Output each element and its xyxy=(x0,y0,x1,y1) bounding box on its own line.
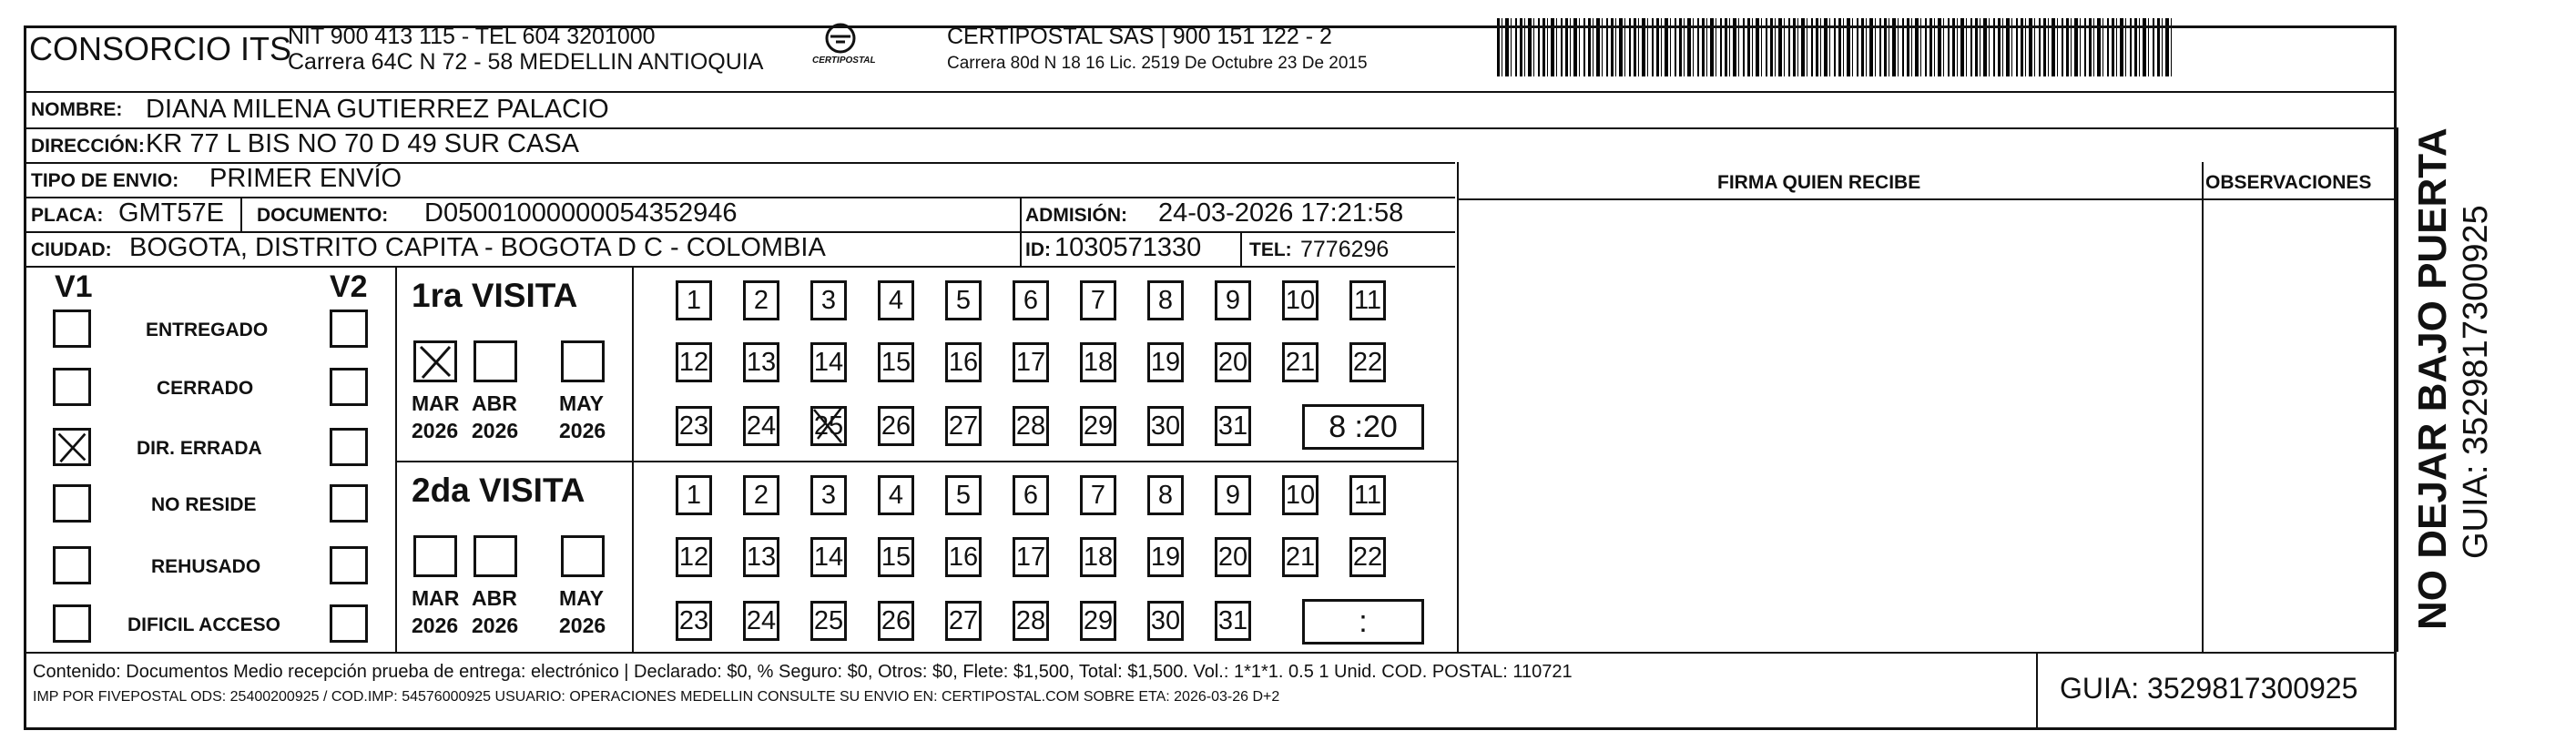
day-checkbox[interactable]: 25 xyxy=(810,601,847,641)
day-checkbox[interactable]: 13 xyxy=(743,342,779,382)
status-v2-checkbox[interactable] xyxy=(330,604,368,643)
day-checkbox[interactable]: 8 xyxy=(1147,280,1184,320)
day-checkbox[interactable]: 19 xyxy=(1147,342,1184,382)
observaciones-header: OBSERVACIONES xyxy=(2205,172,2372,193)
id-label: ID: xyxy=(1025,239,1051,260)
day-checkbox[interactable]: 21 xyxy=(1282,537,1319,577)
day-checkbox[interactable]: 14 xyxy=(810,342,847,382)
status-v1-checkbox[interactable] xyxy=(53,428,91,466)
tel-value: 7776296 xyxy=(1300,237,1390,262)
day-checkbox[interactable]: 12 xyxy=(676,537,712,577)
status-label: DIR. ERRADA xyxy=(137,438,262,459)
admision-label: ADMISIÓN: xyxy=(1025,205,1127,226)
day-checkbox[interactable]: 16 xyxy=(945,537,982,577)
no-dejar-warning: NO DEJAR BAJO PUERTA xyxy=(2410,127,2455,630)
day-checkbox[interactable]: 14 xyxy=(810,537,847,577)
day-checkbox[interactable]: 10 xyxy=(1282,475,1319,515)
day-checkbox[interactable]: 5 xyxy=(945,475,982,515)
day-checkbox[interactable]: 13 xyxy=(743,537,779,577)
documento-value: D05001000000054352946 xyxy=(424,198,738,228)
day-checkbox[interactable]: 20 xyxy=(1215,537,1251,577)
day-checkbox[interactable]: 1 xyxy=(676,280,712,320)
v2-label: V2 xyxy=(330,269,368,304)
company-name: CONSORCIO ITS xyxy=(29,30,292,67)
day-checkbox[interactable]: 5 xyxy=(945,280,982,320)
placa-label: PLACA: xyxy=(31,205,104,226)
month-checkbox[interactable] xyxy=(473,340,517,382)
day-checkbox[interactable]: 22 xyxy=(1349,537,1386,577)
month-checkbox[interactable] xyxy=(561,340,605,382)
status-v1-checkbox[interactable] xyxy=(53,484,91,523)
id-value: 1030571330 xyxy=(1054,233,1202,262)
year-label: 2026 xyxy=(559,419,606,442)
day-checkbox[interactable]: 12 xyxy=(676,342,712,382)
day-checkbox[interactable]: 27 xyxy=(945,406,982,446)
status-label: NO RESIDE xyxy=(151,494,257,515)
month-checkbox[interactable] xyxy=(561,535,605,577)
day-checkbox[interactable]: 26 xyxy=(878,601,914,641)
day-checkbox[interactable]: 6 xyxy=(1013,475,1049,515)
year-label: 2026 xyxy=(559,614,606,637)
status-v2-checkbox[interactable] xyxy=(330,428,368,466)
day-checkbox[interactable]: 9 xyxy=(1215,280,1251,320)
day-checkbox[interactable]: 1 xyxy=(676,475,712,515)
status-v1-checkbox[interactable] xyxy=(53,368,91,406)
month-checkbox[interactable] xyxy=(473,535,517,577)
nombre-value: DIANA MILENA GUTIERREZ PALACIO xyxy=(146,95,609,124)
day-checkbox[interactable]: 24 xyxy=(743,406,779,446)
day-checkbox[interactable]: 3 xyxy=(810,280,847,320)
month-checkbox[interactable] xyxy=(413,535,457,577)
logo-text: CERTIPOSTAL xyxy=(812,56,876,66)
day-checkbox[interactable]: 9 xyxy=(1215,475,1251,515)
guia-footer: GUIA: 3529817300925 xyxy=(2060,672,2358,705)
placa-value: GMT57E xyxy=(118,198,225,228)
side-guia: GUIA: 3529817300925 xyxy=(2457,205,2495,559)
day-checkbox[interactable]: 30 xyxy=(1147,601,1184,641)
day-checkbox[interactable]: 20 xyxy=(1215,342,1251,382)
status-v1-checkbox[interactable] xyxy=(53,546,91,584)
day-checkbox[interactable]: 16 xyxy=(945,342,982,382)
day-checkbox[interactable]: 24 xyxy=(743,601,779,641)
day-checkbox[interactable]: 10 xyxy=(1282,280,1319,320)
tipo-envio-value: PRIMER ENVÍO xyxy=(209,164,402,193)
day-checkbox[interactable]: 28 xyxy=(1013,601,1049,641)
day-checkbox[interactable]: 21 xyxy=(1282,342,1319,382)
status-label: CERRADO xyxy=(157,378,254,399)
month-checkbox[interactable] xyxy=(413,340,457,382)
day-checkbox[interactable]: 6 xyxy=(1013,280,1049,320)
tel-label: TEL: xyxy=(1249,239,1292,260)
status-v2-checkbox[interactable] xyxy=(330,368,368,406)
direccion-label: DIRECCIÓN: xyxy=(31,136,145,157)
day-checkbox[interactable]: 7 xyxy=(1080,280,1116,320)
year-label: 2026 xyxy=(472,419,519,442)
day-checkbox[interactable]: 25 xyxy=(810,406,847,446)
ciudad-label: CIUDAD: xyxy=(31,239,112,260)
year-label: 2026 xyxy=(412,614,459,637)
v1-label: V1 xyxy=(55,269,93,304)
status-v2-checkbox[interactable] xyxy=(330,484,368,523)
day-checkbox[interactable]: 28 xyxy=(1013,406,1049,446)
day-checkbox[interactable]: 22 xyxy=(1349,342,1386,382)
day-checkbox[interactable]: 18 xyxy=(1080,342,1116,382)
day-checkbox[interactable]: 23 xyxy=(676,406,712,446)
direccion-value: KR 77 L BIS NO 70 D 49 SUR CASA xyxy=(146,129,580,158)
day-checkbox[interactable]: 2 xyxy=(743,475,779,515)
year-label: 2026 xyxy=(412,419,459,442)
day-checkbox[interactable]: 19 xyxy=(1147,537,1184,577)
day-checkbox[interactable]: 11 xyxy=(1349,475,1386,515)
status-label: ENTREGADO xyxy=(146,320,269,340)
day-checkbox[interactable]: 17 xyxy=(1013,342,1049,382)
contenido-text: Contenido: Documentos Medio recepción prueba de entrega: electrónico | Declarado: $0, % Seguro: $0, Otros: $0, Flete: $1,500, Total: $1,500. Vol.: 1*1*1. 0.5 1 Unid. COD. POSTAL: 110721 xyxy=(33,662,1573,682)
day-checkbox[interactable]: 4 xyxy=(878,280,914,320)
visit-title: 1ra VISITA xyxy=(412,277,578,314)
day-checkbox[interactable]: 11 xyxy=(1349,280,1386,320)
status-label: REHUSADO xyxy=(151,556,261,577)
day-checkbox[interactable]: 17 xyxy=(1013,537,1049,577)
time-field[interactable]: 8 :20 xyxy=(1302,404,1424,450)
nombre-label: NOMBRE: xyxy=(31,99,123,120)
month-label: ABR xyxy=(472,391,517,415)
company-address: Carrera 64C N 72 - 58 MEDELLIN ANTIOQUIA xyxy=(288,49,764,75)
day-checkbox[interactable]: 15 xyxy=(878,342,914,382)
imp-text: IMP POR FIVEPOSTAL ODS: 25400200925 / COD.IMP: 54576000925 USUARIO: OPERACIONES MEDELLIN CONSULTE SU ENVIO EN: CERTIPOSTAL.COM SOBRE ETA: 2026-03-26 D+2 xyxy=(33,689,1280,705)
tipo-envio-label: TIPO DE ENVIO: xyxy=(31,170,179,191)
firma-header: FIRMA QUIEN RECIBE xyxy=(1717,172,1921,193)
time-field[interactable]: : xyxy=(1302,599,1424,645)
status-v1-checkbox[interactable] xyxy=(53,310,91,348)
day-checkbox[interactable]: 7 xyxy=(1080,475,1116,515)
day-checkbox[interactable]: 31 xyxy=(1215,406,1251,446)
status-v2-checkbox[interactable] xyxy=(330,310,368,348)
day-checkbox[interactable]: 3 xyxy=(810,475,847,515)
status-v2-checkbox[interactable] xyxy=(330,546,368,584)
month-label: ABR xyxy=(472,586,517,610)
day-checkbox[interactable]: 23 xyxy=(676,601,712,641)
day-checkbox[interactable]: 15 xyxy=(878,537,914,577)
documento-label: DOCUMENTO: xyxy=(257,205,389,226)
day-checkbox[interactable]: 2 xyxy=(743,280,779,320)
nit-line: NIT 900 413 115 - TEL 604 3201000 xyxy=(288,24,656,49)
admision-value: 24-03-2026 17:21:58 xyxy=(1158,198,1404,228)
visit-title: 2da VISITA xyxy=(412,472,585,509)
day-checkbox[interactable]: 29 xyxy=(1080,406,1116,446)
day-checkbox[interactable]: 4 xyxy=(878,475,914,515)
day-checkbox[interactable]: 18 xyxy=(1080,537,1116,577)
certipostal-address: Carrera 80d N 18 16 Lic. 2519 De Octubre 23 De 2015 xyxy=(947,54,1368,73)
day-checkbox[interactable]: 29 xyxy=(1080,601,1116,641)
month-label: MAR xyxy=(412,391,460,415)
status-v1-checkbox[interactable] xyxy=(53,604,91,643)
day-checkbox[interactable]: 8 xyxy=(1147,475,1184,515)
month-label: MAR xyxy=(412,586,460,610)
day-checkbox[interactable]: 30 xyxy=(1147,406,1184,446)
certipostal-line: CERTIPOSTAL SAS | 900 151 122 - 2 xyxy=(947,24,1332,49)
month-label: MAY xyxy=(559,586,604,610)
month-label: MAY xyxy=(559,391,604,415)
day-checkbox[interactable]: 26 xyxy=(878,406,914,446)
status-label: DIFICIL ACCESO xyxy=(127,614,281,635)
year-label: 2026 xyxy=(472,614,519,637)
day-checkbox[interactable]: 31 xyxy=(1215,601,1251,641)
day-checkbox[interactable]: 27 xyxy=(945,601,982,641)
ciudad-value: BOGOTA, DISTRITO CAPITA - BOGOTA D C - COLOMBIA xyxy=(129,233,826,262)
